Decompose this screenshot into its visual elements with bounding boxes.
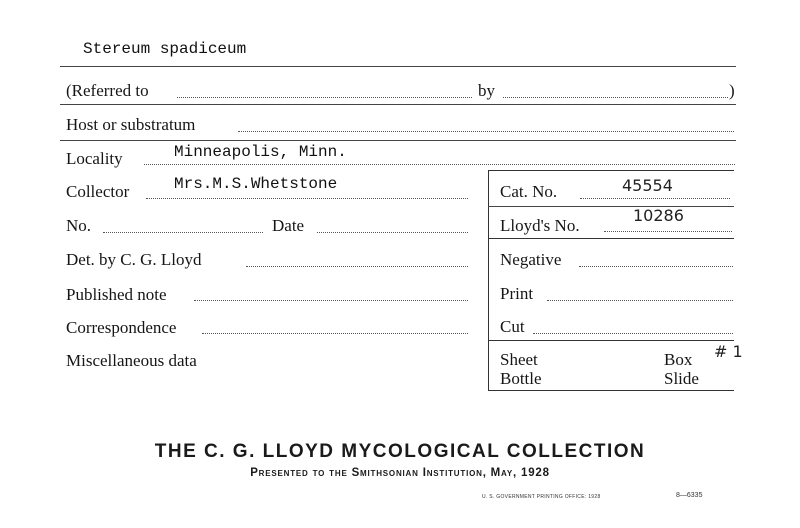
- lloyds-no-line: [604, 231, 732, 232]
- cut-line: [533, 333, 733, 334]
- collection-subtitle: Presented to the Smithsonian Institution, May, 1928: [250, 467, 550, 479]
- row-separator: [60, 104, 736, 105]
- collection-title: THE C. G. LLOYD MYCOLOGICAL COLLECTION: [154, 441, 646, 462]
- locality-line: [144, 164, 735, 165]
- referred-to-line: [177, 97, 472, 98]
- sheet-label: Sheet: [500, 350, 538, 369]
- misc-label: Miscellaneous data: [66, 351, 197, 370]
- lloyds-no-value: 10286: [633, 206, 684, 225]
- right-row-separator: [488, 340, 734, 341]
- lloyds-no-label: Lloyd's No.: [500, 216, 580, 235]
- published-note-label: Published note: [66, 285, 167, 304]
- print-label: Print: [500, 284, 534, 303]
- det-by-line: [246, 266, 468, 267]
- locality-label: Locality: [66, 149, 123, 168]
- locality-value: Minneapolis, Minn.: [174, 143, 347, 161]
- row-separator: [60, 140, 736, 141]
- right-box-bottom: [488, 390, 734, 391]
- negative-line: [579, 266, 733, 267]
- close-paren: ): [729, 81, 735, 100]
- box-label: Box: [664, 350, 693, 369]
- correspondence-label: Correspondence: [66, 318, 177, 337]
- slide-label: Slide: [664, 369, 699, 388]
- no-line: [103, 232, 263, 233]
- collector-label: Collector: [66, 182, 130, 201]
- referred-to-label: (Referred to: [66, 81, 149, 100]
- right-box-left: [488, 170, 489, 390]
- cat-no-line: [580, 198, 730, 199]
- bottle-label: Bottle: [500, 369, 542, 388]
- by-line: [503, 97, 728, 98]
- host-label: Host or substratum: [66, 115, 196, 134]
- det-by-label: Det. by C. G. Lloyd: [66, 250, 202, 269]
- collector-value: Mrs.M.S.Whetstone: [174, 175, 338, 193]
- cut-label: Cut: [500, 317, 525, 336]
- row-separator: [60, 66, 736, 67]
- cat-no-label: Cat. No.: [500, 182, 558, 201]
- specimen-name: Stereum spadiceum: [83, 40, 247, 58]
- box-number: # 1: [714, 342, 743, 361]
- right-box-top: [488, 170, 734, 171]
- right-row-separator: [488, 206, 734, 207]
- correspondence-line: [202, 333, 468, 334]
- printing-office-note: U. S. GOVERNMENT PRINTING OFFICE: 1928: [482, 494, 601, 500]
- host-line: [238, 131, 734, 132]
- right-row-separator: [488, 238, 734, 239]
- no-label: No.: [66, 216, 92, 235]
- negative-label: Negative: [500, 250, 562, 269]
- by-label: by: [478, 81, 495, 100]
- cat-no-value: 45554: [622, 176, 673, 195]
- date-label: Date: [272, 216, 305, 235]
- form-code: 8—6335: [676, 492, 703, 499]
- collector-line: [146, 198, 468, 199]
- date-line: [317, 232, 468, 233]
- published-note-line: [194, 300, 468, 301]
- print-line: [547, 300, 733, 301]
